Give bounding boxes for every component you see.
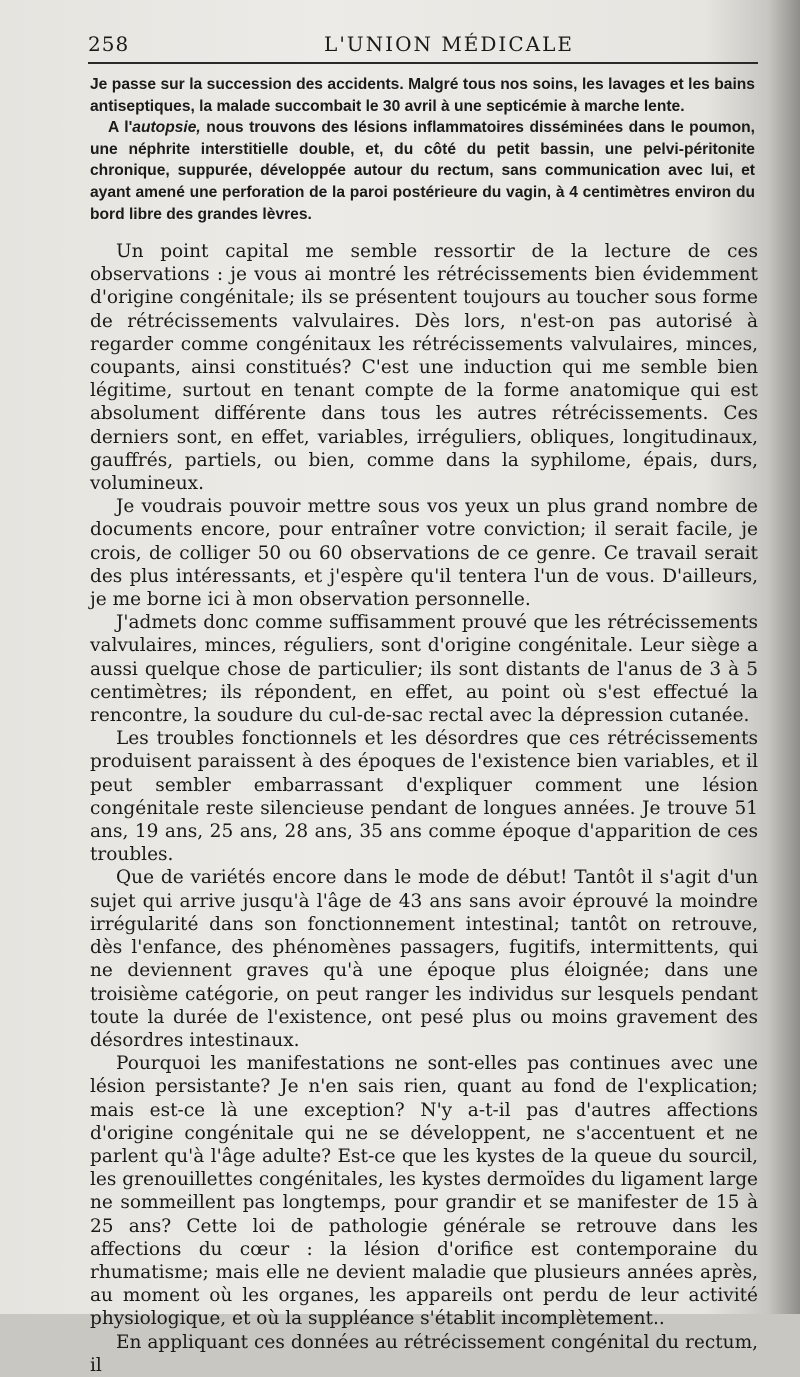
case-report-block: [90, 74, 755, 225]
body-paragraph: Un point capital me semble ressortir de la lecture de ces observations : je vous ai montré les rétrécissements bien évidemment d'origine congénitale; ils se présentent toujours au toucher sous forme de rétrécissements valvulaires. Dès lors, n'est-on pas autorisé à regarder comme congénitaux les rétrécissements valvulaires, minces, coupants, ainsi constitués? C'est une induction qui me semble bien légitime, surtout en tenant compte de la forme anatomique qui est absolument différente dans tous les autres rétrécissements. Ces derniers sont, en effet, variables, irréguliers, obliques, longitudinaux, gauffrés, partiels, ou bien, comme dans la syphilome, épais, durs, volumineux.: [90, 241, 758, 495]
case-report-text: nous trouvons des lésions inflammatoires disséminées dans le poumon, une néphrite interstitielle double, et, du côté du petit bassin, une pelvi-péritonite chronique, suppurée, développée autour du rectum, sans communication avec lui, et ayant amené une perforation de la paroi postérieure du vagin, à 4 centimètres environ du bord libre des grandes lèvres.: [90, 119, 756, 223]
body-paragraph: Je voudrais pouvoir mettre sous vos yeux un plus grand nombre de documents encore, pour entraîner votre conviction; il serait facile, je crois, de colliger 50 ou 60 observations de ce genre. Ce travail serait des plus intéressants, et j'espère qu'il tentera l'un de vous. D'ailleurs, je me borne ici à mon observation personnelle.: [90, 496, 758, 611]
page-header: [88, 32, 750, 58]
body-paragraph: J'admets donc comme suffisamment prouvé que les rétrécissements valvulaires, minces, réguliers, sont d'origine congénitale. Leur siège a aussi quelque chose de particulier; ils sont distants de l'anus de 3 à 5 centimètres; ils répondent, en effet, au point où s'est effectué la rencontre, la soudure du cul-de-sac rectal avec la dépression cutanée.: [90, 612, 758, 727]
case-report-paragraph: [90, 117, 755, 225]
body-paragraph: Pourquoi les manifestations ne sont-elles pas continues avec une lésion persistante? Je n'en sais rien, quant au fond de l'explication; mais est-ce là une exception? N'y a-t-il pas d'autres affections d'origine congénitale qui ne se développent, ne s'accentuent et ne parlent qu'à l'âge adulte? Est-ce que les kystes de la queue du sourcil, les grenouillettes congénitales, les kystes dermoïdes du ligament large ne sommeillent pas longtemps, pour grandir et se manifester de 15 à 25 ans? Cette loi de pathologie générale se retrouve dans les affections du cœur : la lésion d'orifice est contemporaine du rhumatisme; mais elle ne devient maladie que plusieurs années après, au moment où les organes, les appareils ont perdu de leur activité physiologique, et où la suppléance s'établit incomplètement..: [90, 1053, 758, 1330]
case-report-lead: A l': [108, 119, 133, 137]
case-report-italic: autopsie,: [132, 119, 201, 137]
body-paragraph: Les troubles fonctionnels et les désordres que ces rétrécissements produisent paraissent à des époques de l'existence bien variables, et il peut sembler embarrassant d'expliquer comment une lésion congénitale reste silencieuse pendant de longues années. Je trouve 51 ans, 19 ans, 25 ans, 28 ans, 35 ans comme époque d'apparition de ces troubles.: [90, 728, 758, 866]
main-text: [90, 240, 758, 1377]
body-paragraph: Que de variétés encore dans le mode de début! Tantôt il s'agit d'un sujet qui arrive jusqu'à l'âge de 43 ans sans avoir éprouvé la moindre irrégularité dans son fonctionnement intestinal; tantôt on retrouve, dès l'enfance, des phénomènes passagers, fugitifs, intermittents, qui ne deviennent graves qu'à une époque plus éloignée; dans une troisième catégorie, on peut ranger les individus sur lesquels pendant toute la durée de l'existence, ont pesé plus ou moins gravement des désordres intestinaux.: [90, 867, 758, 1051]
body-paragraph: En appliquant ces données au rétrécissement congénital du rectum, il: [90, 1331, 758, 1376]
running-title: L'UNION MÉDICALE: [324, 32, 574, 56]
case-report-paragraph: Je passe sur la succession des accidents. Malgré tous nos soins, les lavages et les bains antiseptiques, la malade succombait le 30 avril à une septicémie à marche lente.: [90, 76, 755, 115]
page-number: 258: [88, 32, 130, 56]
header-rule: [88, 62, 758, 64]
